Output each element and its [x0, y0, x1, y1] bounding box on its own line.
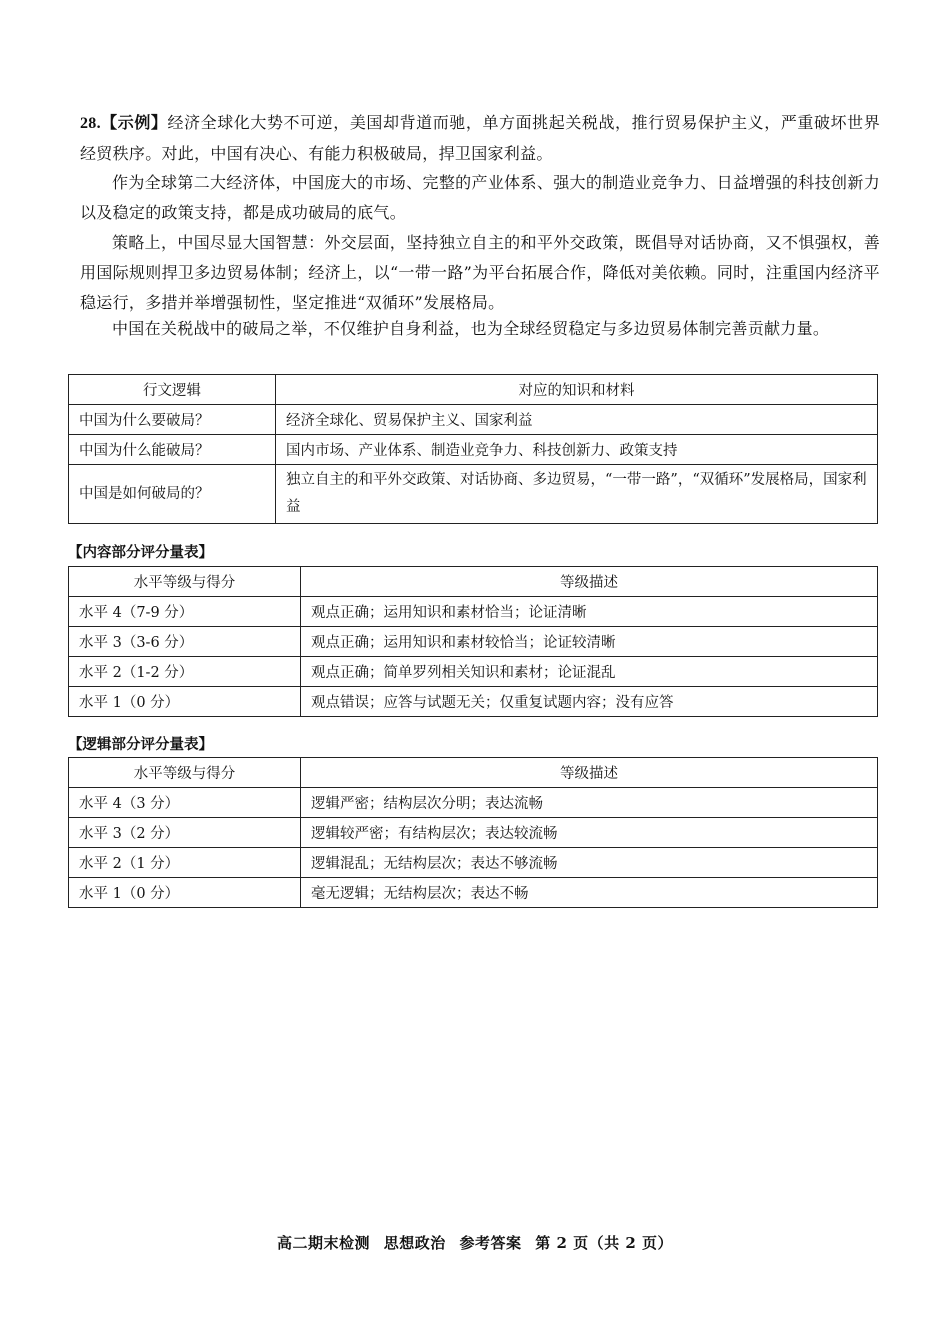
answer-paragraph-2: 作为全球第二大经济体，中国庞大的市场、完整的产业体系、强大的制造业竞争力、日益增强的科技创新力以及稳定的政策支持，都是成功破局的底气。	[80, 173, 880, 222]
table-cell: 观点正确；简单罗列相关知识和素材；论证混乱	[301, 657, 878, 687]
logic-table	[68, 374, 878, 524]
table-cell: 毫无逻辑；无结构层次；表达不畅	[301, 878, 878, 908]
logic-rubric-table	[68, 757, 878, 908]
table-cell: 水平 1（0 分）	[69, 687, 301, 717]
table-header-row	[69, 758, 878, 788]
table-header: 等级描述	[301, 758, 878, 788]
table-row	[69, 627, 878, 657]
table-row	[69, 465, 878, 524]
table-cell: 水平 3（3-6 分）	[69, 627, 301, 657]
page-footer	[0, 1232, 950, 1253]
table-cell: 水平 2（1-2 分）	[69, 657, 301, 687]
table-cell: 逻辑混乱；无结构层次；表达不够流畅	[301, 848, 878, 878]
table-row	[69, 687, 878, 717]
table-row	[69, 657, 878, 687]
table-header: 行文逻辑	[69, 375, 276, 405]
table-cell: 独立自主的和平外交政策、对话协商、多边贸易，“一带一路”，“双循环”发展格局，国家利益	[276, 465, 878, 524]
table-header: 水平等级与得分	[69, 567, 301, 597]
table-cell: 观点正确；运用知识和素材较恰当；论证较清晰	[301, 627, 878, 657]
table-row	[69, 435, 878, 465]
content-rubric-table	[68, 566, 878, 717]
table-cell: 水平 1（0 分）	[69, 878, 301, 908]
table-row	[69, 597, 878, 627]
table-header-row	[69, 375, 878, 405]
question-number: 28.	[80, 115, 101, 132]
table-row	[69, 405, 878, 435]
footer-doc: 参考答案	[459, 1234, 522, 1252]
table-cell: 水平 4（3 分）	[69, 788, 301, 818]
table-cell: 水平 2（1 分）	[69, 848, 301, 878]
footer-subject: 思想政治	[383, 1234, 446, 1252]
answer-paragraph-1	[80, 108, 880, 169]
footer-page: 第 2 页（共 2 页）	[535, 1234, 673, 1252]
table-cell: 水平 4（7-9 分）	[69, 597, 301, 627]
table-cell: 国内市场、产业体系、制造业竞争力、科技创新力、政策支持	[276, 435, 878, 465]
table-cell: 经济全球化、贸易保护主义、国家利益	[276, 405, 878, 435]
table-header: 水平等级与得分	[69, 758, 301, 788]
table-cell: 水平 3（2 分）	[69, 818, 301, 848]
table-header: 对应的知识和材料	[276, 375, 878, 405]
table-cell: 中国为什么要破局？	[69, 405, 276, 435]
answer-paragraph-3: 策略上，中国尽显大国智慧：外交层面，坚持独立自主的和平外交政策，既倡导对话协商，又不惧强权，善用国际规则捍卫多边贸易体制；经济上，以“一带一路”为平台拓展合作，降低对美依赖。同时，注重国内经济平稳运行，多措并举增强韧性，坚定推进“双循环”发展格局。	[80, 233, 880, 312]
content-rubric-title: 【内容部分评分量表】	[68, 544, 213, 561]
table-header-row	[69, 567, 878, 597]
table-row	[69, 788, 878, 818]
answer-paragraph-4: 中国在关税战中的破局之举，不仅维护自身利益，也为全球经贸稳定与多边贸易体制完善贡献力量。	[112, 319, 830, 338]
table-header: 等级描述	[301, 567, 878, 597]
table-cell: 逻辑严密；结构层次分明；表达流畅	[301, 788, 878, 818]
table-cell: 逻辑较严密；有结构层次；表达较流畅	[301, 818, 878, 848]
table-row	[69, 848, 878, 878]
table-cell: 观点错误；应答与试题无关；仅重复试题内容；没有应答	[301, 687, 878, 717]
table-cell: 中国为什么能破局？	[69, 435, 276, 465]
table-row	[69, 878, 878, 908]
table-cell: 中国是如何破局的？	[69, 465, 276, 524]
footer-exam: 高二期末检测	[276, 1234, 370, 1252]
logic-rubric-title: 【逻辑部分评分量表】	[68, 736, 213, 753]
example-label: 【示例】	[100, 113, 168, 132]
table-row	[69, 818, 878, 848]
answer-text-1: 经济全球化大势不可逆，美国却背道而驰，单方面挑起关税战，推行贸易保护主义，严重破坏世界经贸秩序。对此，中国有决心、有能力积极破局，捍卫国家利益。	[80, 113, 881, 163]
table-cell: 观点正确；运用知识和素材恰当；论证清晰	[301, 597, 878, 627]
